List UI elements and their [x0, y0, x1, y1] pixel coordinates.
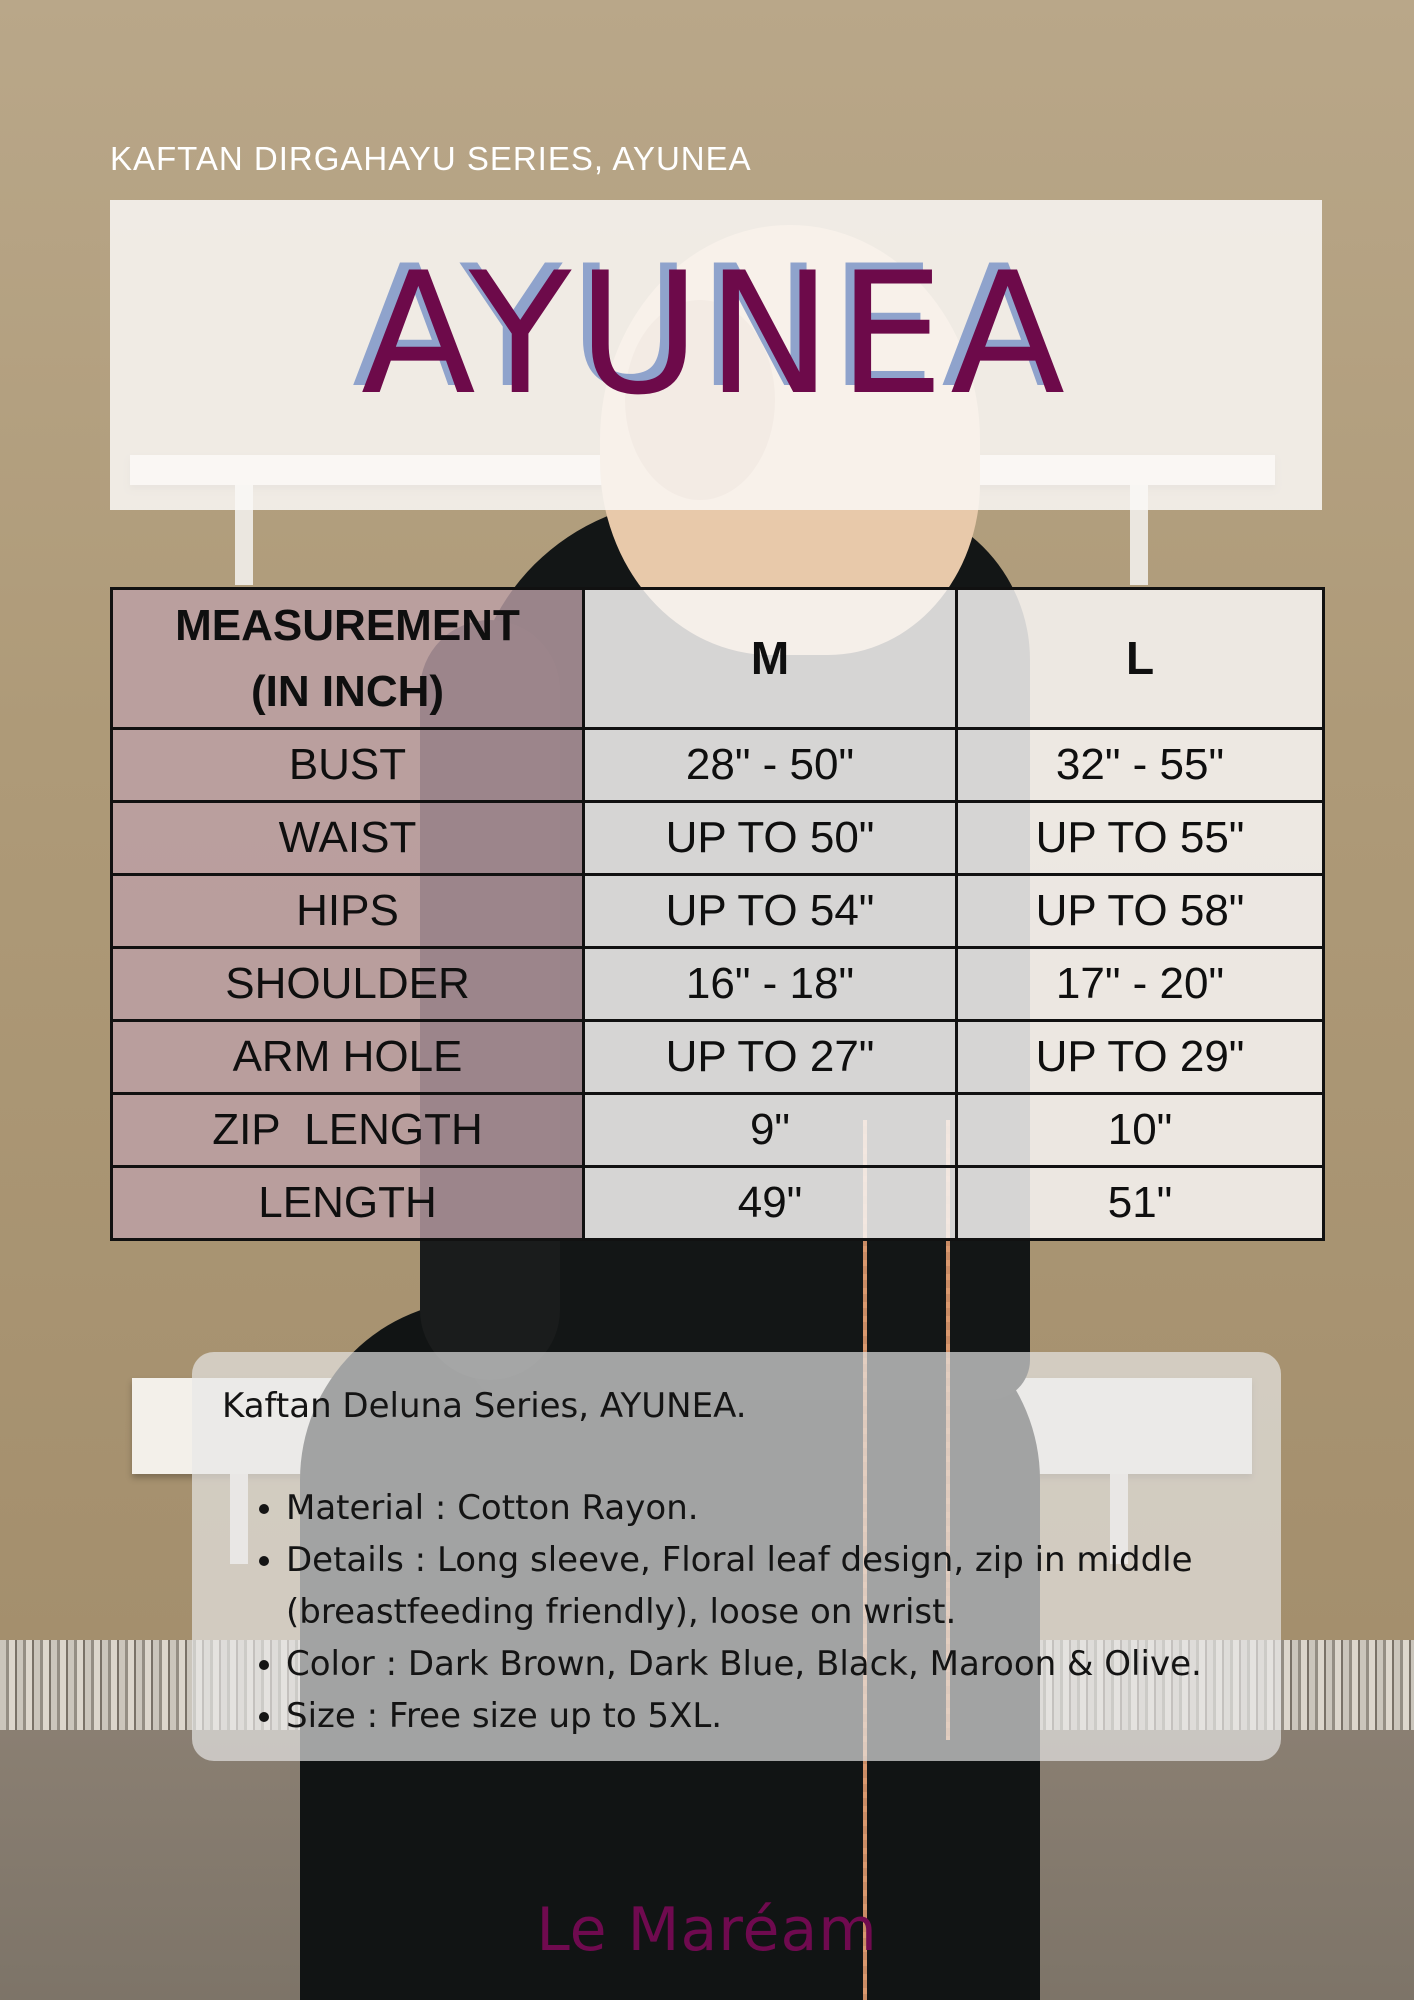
cell-l: 32" - 55"	[957, 729, 1324, 802]
cell-m: UP TO 50"	[584, 802, 957, 875]
table-row	[112, 802, 1324, 875]
table-row	[112, 1094, 1324, 1167]
product-info-card	[192, 1352, 1281, 1761]
table-row	[112, 875, 1324, 948]
brand-logo-text: Le Maréam	[536, 1895, 878, 1965]
table-row	[112, 1167, 1324, 1240]
cell-m: UP TO 54"	[584, 875, 957, 948]
cell-m: UP TO 27"	[584, 1021, 957, 1094]
cell-l: UP TO 29"	[957, 1021, 1324, 1094]
measurement-header-line2: (IN INCH)	[250, 666, 445, 716]
cell-l: 10"	[957, 1094, 1324, 1167]
cell-l: UP TO 58"	[957, 875, 1324, 948]
title-panel	[110, 200, 1322, 510]
cell-m: 49"	[584, 1167, 957, 1240]
size-chart-table	[110, 587, 1325, 1241]
list-item: • Material : Cotton Rayon.	[286, 1482, 1251, 1534]
series-label: KAFTAN DIRGAHAYU SERIES, AYUNEA	[110, 140, 752, 177]
product-title: AYUNEA	[360, 236, 1072, 432]
measurement-header-line1: MEASUREMENT	[175, 600, 520, 650]
table-row	[112, 948, 1324, 1021]
row-label: BUST	[112, 729, 584, 802]
size-header-m: M	[584, 589, 957, 729]
row-label: ZIP LENGTH	[112, 1094, 584, 1167]
table-header-row	[112, 589, 1324, 729]
cell-l: 51"	[957, 1167, 1324, 1240]
row-label: HIPS	[112, 875, 584, 948]
table-row	[112, 1021, 1324, 1094]
cell-m: 16" - 18"	[584, 948, 957, 1021]
info-bullet-list	[222, 1482, 1251, 1742]
size-header-l: L	[957, 589, 1324, 729]
cell-l: 17" - 20"	[957, 948, 1324, 1021]
list-item: • Details : Long sleeve, Floral leaf design, zip in middle (breastfeeding friendly), loose on wrist.	[286, 1534, 1251, 1638]
cell-l: UP TO 55"	[957, 802, 1324, 875]
list-item: • Size : Free size up to 5XL.	[286, 1690, 1251, 1742]
cell-m: 28" - 50"	[584, 729, 957, 802]
table-row	[112, 729, 1324, 802]
info-intro: Kaftan Deluna Series, AYUNEA.	[222, 1386, 747, 1426]
row-label: WAIST	[112, 802, 584, 875]
list-item: • Color : Dark Brown, Dark Blue, Black, Maroon & Olive.	[286, 1638, 1251, 1690]
row-label: LENGTH	[112, 1167, 584, 1240]
row-label: ARM HOLE	[112, 1021, 584, 1094]
row-label: SHOULDER	[112, 948, 584, 1021]
cell-m: 9"	[584, 1094, 957, 1167]
measurement-header	[112, 589, 584, 729]
